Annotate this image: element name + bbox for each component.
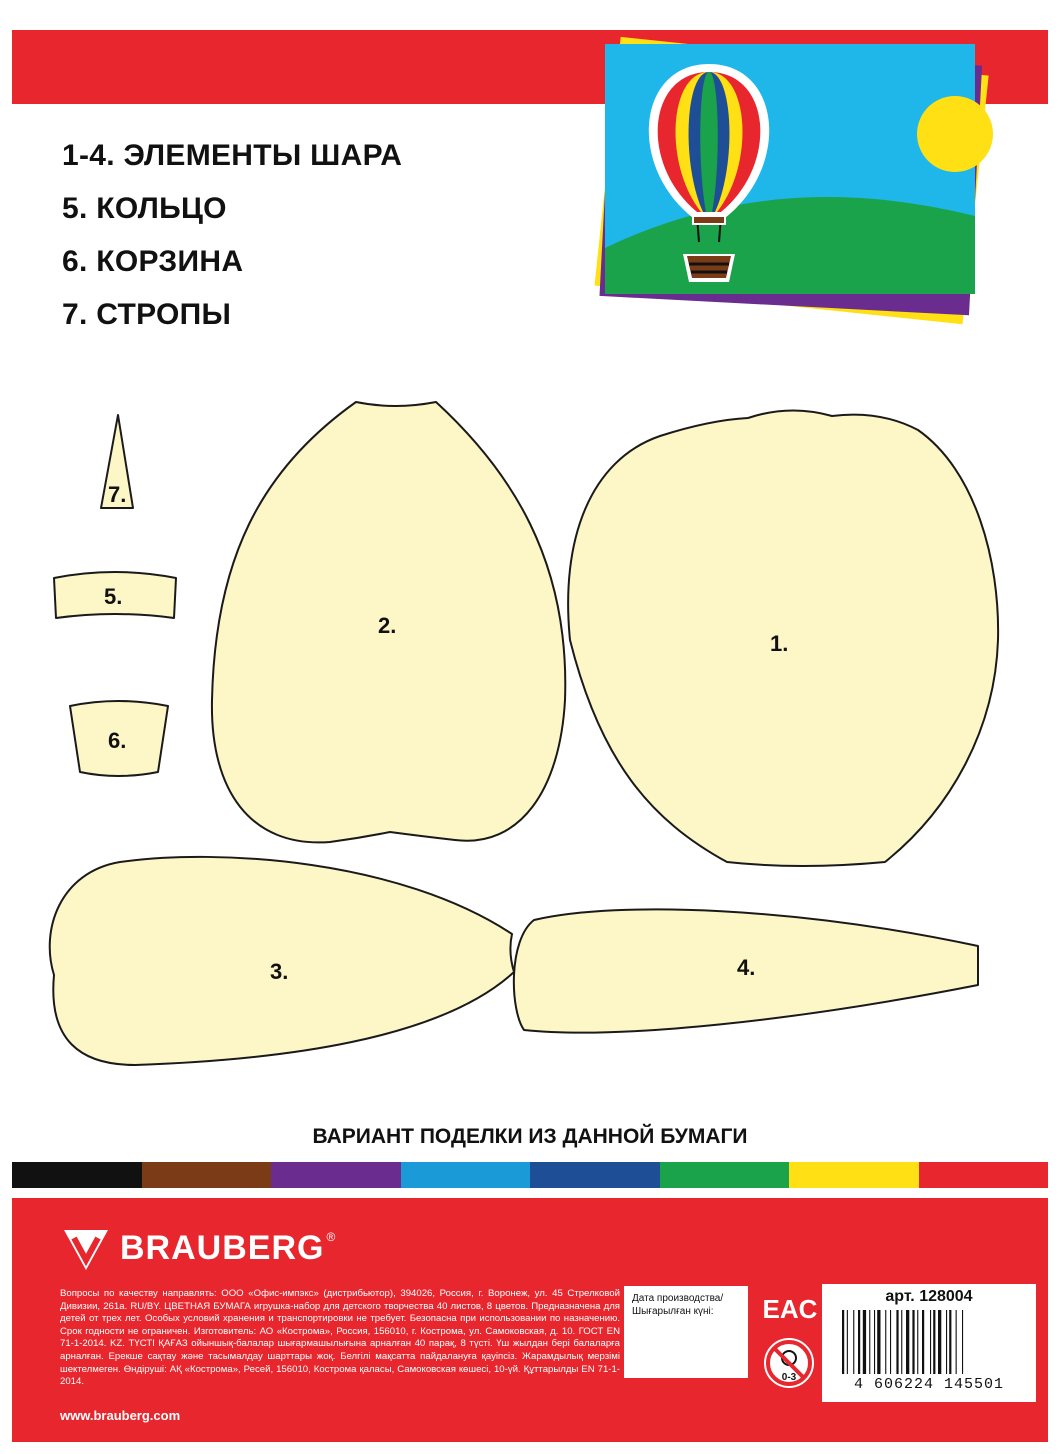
svg-text:0-3: 0-3 bbox=[781, 1372, 797, 1383]
barcode-icon bbox=[840, 1310, 1020, 1374]
stripe-brown bbox=[142, 1162, 272, 1188]
eac-icon bbox=[762, 1290, 818, 1326]
piece-3-label: 3. bbox=[270, 959, 289, 984]
stripe-green bbox=[660, 1162, 790, 1188]
heading-ring: 5. КОЛЬЦО bbox=[62, 192, 227, 225]
piece-5-label: 5. bbox=[104, 584, 123, 609]
stripe-dark-blue bbox=[530, 1162, 660, 1188]
piece-7-label: 7. bbox=[108, 482, 127, 507]
craft-preview-image bbox=[575, 16, 1015, 376]
color-stripes bbox=[12, 1162, 1048, 1188]
sun-icon bbox=[917, 96, 993, 172]
production-date-label: Дата производства/ Шығарылған күні: bbox=[632, 1293, 724, 1317]
piece-4-label: 4. bbox=[737, 955, 756, 980]
heading-slings: 7. СТРОПЫ bbox=[62, 298, 232, 331]
checkmark-icon bbox=[60, 1222, 112, 1274]
stripe-red bbox=[919, 1162, 1049, 1188]
stripe-purple bbox=[271, 1162, 401, 1188]
brand-name: BRAUBERG bbox=[120, 1228, 325, 1267]
heading-basket: 6. КОРЗИНА bbox=[62, 245, 244, 278]
legal-text: Вопросы по качеству направлять: ООО «Офис-импэкс» (дистрибьютор), 394026, Россия, г. Воронеж, ул. 45 Стрелковой Дивизии, 261а. RU/BY. ЦВЕТНАЯ БУМАГА игрушка-набор для детского творчества 40 листов, 8 цветов. Предназначена для детей от трех лет. Особых условий хранения и транспортировки не требует. Безопасна при использовании по назначению. Срок годности не ограничен. Изготовитель: АО «Кострома», Россия, 156010, г. Кострома, ул. Самоковская, д. 10. ГОСТ EN 71-1-2014. KZ. ТҮСТІ ҚАҒАЗ ойыншық-балалар шығармашылығына арналған 40 парақ, 8 түсті. Үш жылдан бері балаларға арналған. Ерекше сақтау және тасымалдау шарттары жоқ. Белгілі мақсатта пайдалануға қауіпсіз. Жарамдылық мерзімі шектелмеген. Өндіруші: АҚ «Кострома», Ресей, 156010, Кострома қаласы, Самоковская көшесі, 10-үй. Құттарылды EN 71-1-2014. bbox=[60, 1288, 620, 1388]
barcode-panel bbox=[822, 1284, 1036, 1402]
piece-2-label: 2. bbox=[378, 613, 397, 638]
registered-mark: ® bbox=[326, 1230, 336, 1244]
production-date-box bbox=[624, 1286, 748, 1378]
age-restriction-icon bbox=[762, 1336, 816, 1390]
svg-text:EAC: EAC bbox=[762, 1294, 818, 1324]
heading-balloon-elements: 1-4. ЭЛЕМЕНТЫ ШАРА bbox=[62, 139, 403, 172]
footer-panel bbox=[12, 1198, 1048, 1442]
cutout-template bbox=[0, 380, 1060, 1140]
piece-1-label: 1. bbox=[770, 631, 789, 656]
piece-6-label: 6. bbox=[108, 728, 127, 753]
stripe-black bbox=[12, 1162, 142, 1188]
website-link[interactable]: www.brauberg.com bbox=[60, 1408, 181, 1423]
parts-list bbox=[62, 136, 402, 348]
craft-caption: ВАРИАНТ ПОДЕЛКИ ИЗ ДАННОЙ БУМАГИ bbox=[312, 1125, 748, 1148]
brand-logo bbox=[60, 1222, 335, 1274]
article-number: арт. 128004 bbox=[885, 1288, 973, 1305]
ean-number: 4 606224 145501 bbox=[853, 1376, 1005, 1393]
stripe-light-blue bbox=[401, 1162, 531, 1188]
stripe-yellow bbox=[789, 1162, 919, 1188]
